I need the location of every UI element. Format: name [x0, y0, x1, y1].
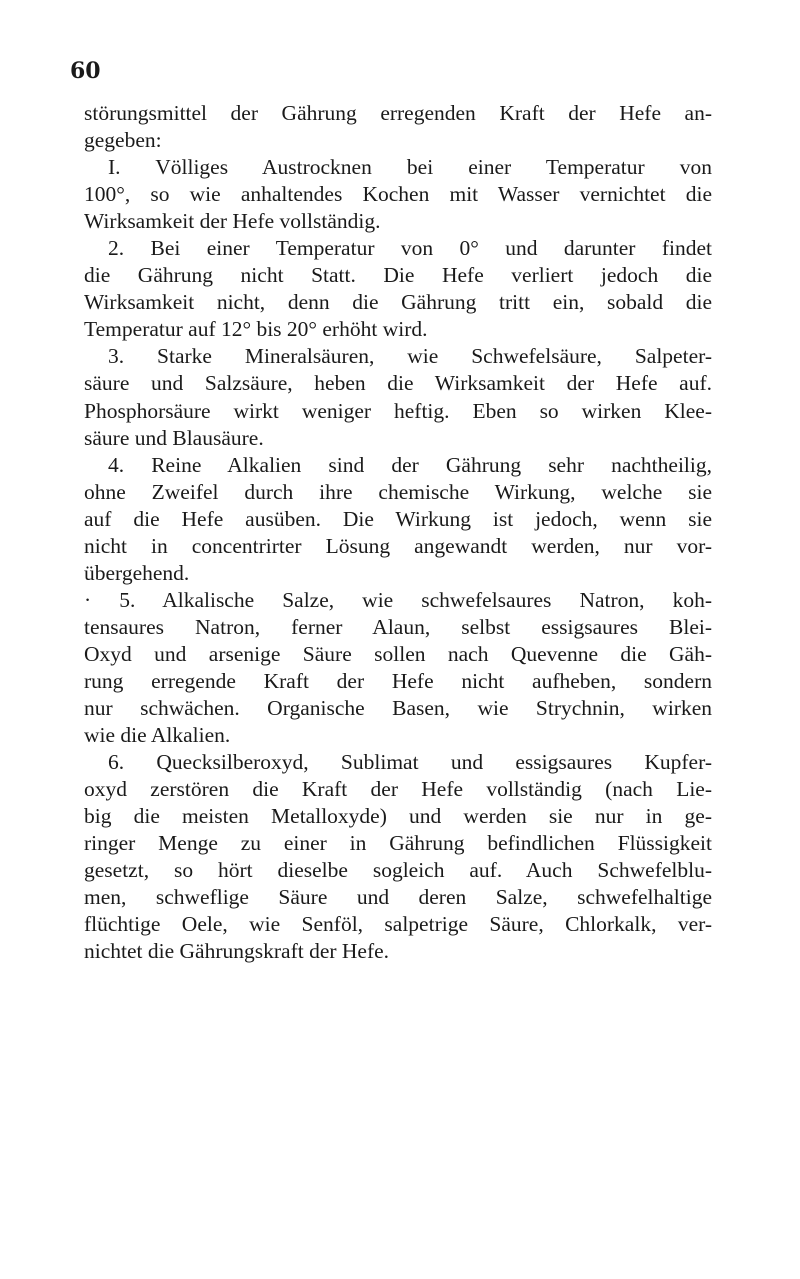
- text-line: 6. Quecksilberoxyd, Sublimat und essigsaures Kupfer-: [108, 750, 712, 775]
- text-line: auf die Hefe ausüben. Die Wirkung ist jedoch, wenn sie: [84, 506, 712, 531]
- text-line: Wirksamkeit der Hefe vollständig.: [84, 209, 381, 234]
- text-line: nichtet die Gährungskraft der Hefe.: [84, 939, 390, 964]
- text-line: übergehend.: [84, 560, 190, 585]
- text-line: nicht in concentrirter Lösung angewandt werden, nur vor-: [84, 533, 712, 558]
- text-line: tensaures Natron, ferner Alaun, selbst essigsaures Blei-: [84, 614, 712, 639]
- text-line: die Gährung nicht Statt. Die Hefe verliert jedoch die: [84, 263, 712, 288]
- text-line: gegeben:: [84, 128, 162, 153]
- text-line: 100°, so wie anhaltendes Kochen mit Wasser vernichtet die: [84, 182, 712, 207]
- body-text: [84, 100, 712, 966]
- text-line: ringer Menge zu einer in Gährung befindlichen Flüssigkeit: [84, 831, 712, 856]
- text-line: Wirksamkeit nicht, denn die Gährung tritt ein, sobald die: [84, 290, 712, 315]
- text-line: flüchtige Oele, wie Senföl, salpetrige Säure, Chlorkalk, ver-: [84, 912, 712, 937]
- text-line: nur schwächen. Organische Basen, wie Strychnin, wirken: [84, 696, 712, 721]
- text-line: Temperatur auf 12° bis 20° erhöht wird.: [84, 317, 428, 342]
- text-line: 4. Reine Alkalien sind der Gährung sehr nachtheilig,: [108, 452, 712, 477]
- text-line: störungsmittel der Gährung erregenden Kraft der Hefe an-: [84, 101, 712, 125]
- text-line: gesetzt, so hört dieselbe sogleich auf. Auch Schwefelblu-: [84, 858, 712, 883]
- text-line: rung erregende Kraft der Hefe nicht aufheben, sondern: [84, 668, 712, 693]
- text-line: 2. Bei einer Temperatur von 0° und darunter findet: [108, 236, 712, 261]
- text-line: oxyd zerstören die Kraft der Hefe vollständig (nach Lie-: [84, 777, 712, 802]
- text-line: säure und Salzsäure, heben die Wirksamkeit der Hefe auf.: [84, 371, 712, 396]
- text-line: big die meisten Metalloxyde) und werden sie nur in ge-: [84, 804, 712, 829]
- text-line: · 5. Alkalische Salze, wie schwefelsaures Natron, koh-: [84, 587, 712, 612]
- text-line: säure und Blausäure.: [84, 425, 264, 450]
- text-line: Phosphorsäure wirkt weniger heftig. Eben so wirken Klee-: [84, 398, 712, 423]
- text-line: wie die Alkalien.: [84, 723, 231, 748]
- text-line: men, schweflige Säure und deren Salze, schwefelhaltige: [84, 885, 712, 910]
- text-line: 3. Starke Mineralsäuren, wie Schwefelsäure, Salpeter-: [108, 344, 712, 369]
- text-line: ohne Zweifel durch ihre chemische Wirkung, welche sie: [84, 479, 712, 504]
- text-line: I. Völliges Austrocknen bei einer Temperatur von: [108, 155, 712, 180]
- text-line: Oxyd und arsenige Säure sollen nach Quevenne die Gäh-: [84, 641, 712, 666]
- page-number: 60: [70, 58, 101, 84]
